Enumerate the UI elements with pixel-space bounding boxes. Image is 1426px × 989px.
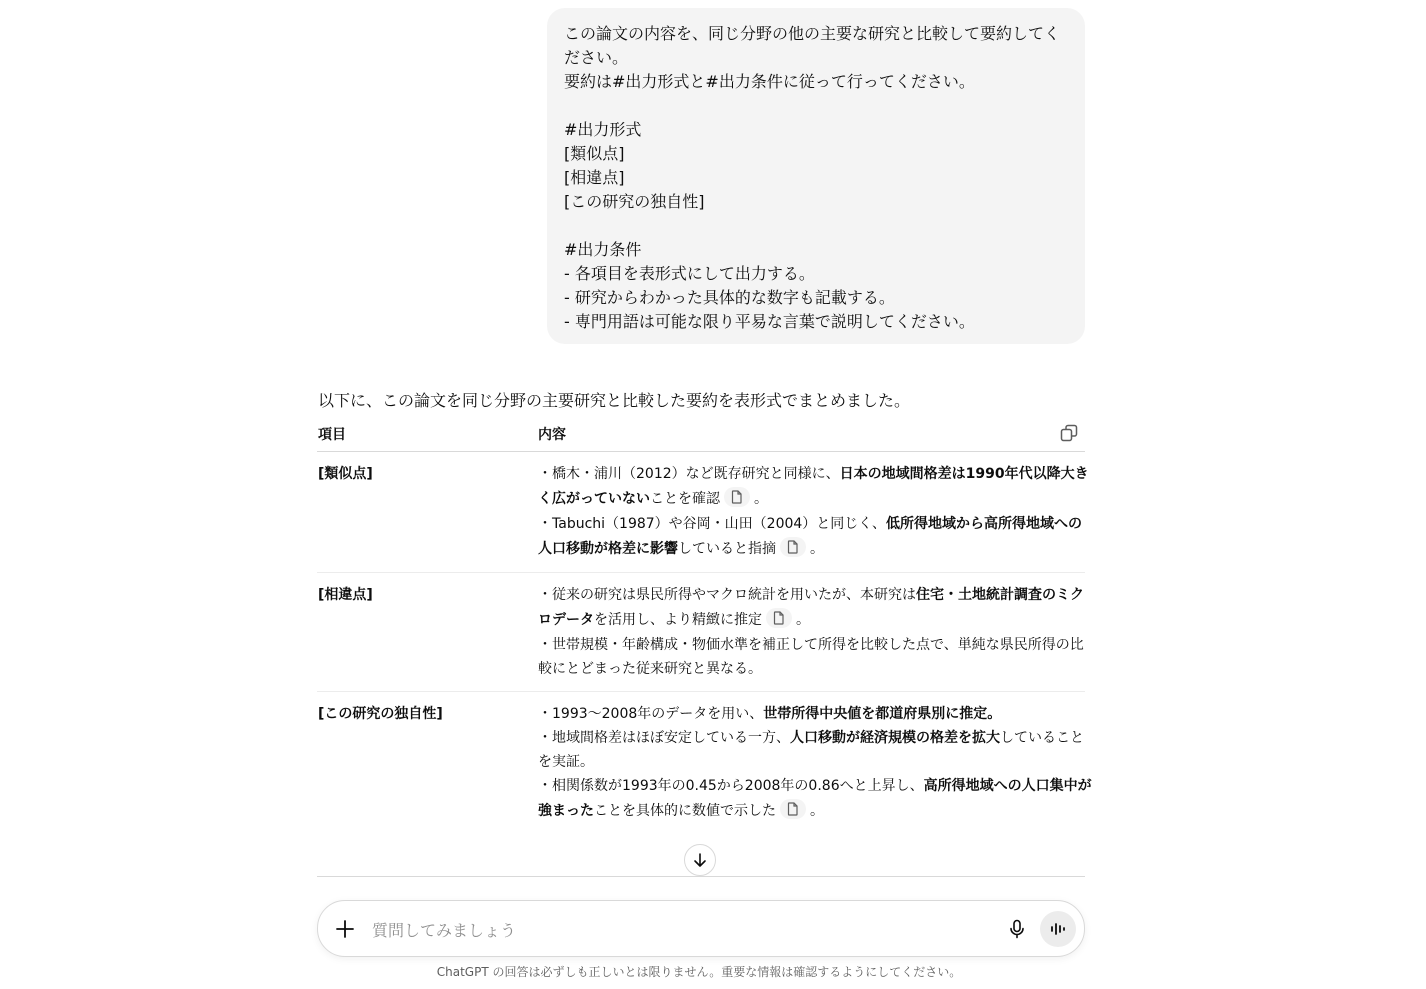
table-header xyxy=(317,423,1085,452)
content-bold: く広がっていない xyxy=(538,491,650,507)
content-text: を実証。 xyxy=(538,754,594,770)
user-message-bubble xyxy=(547,8,1085,344)
row-label: [類似点] xyxy=(318,466,373,482)
content-bold: 低所得地域から高所得地域への xyxy=(886,516,1083,532)
message-composer xyxy=(317,900,1085,957)
arrow-down-icon xyxy=(692,852,708,868)
table-row xyxy=(317,573,1085,692)
row-label: [相違点] xyxy=(318,587,373,603)
content-text: ・Tabuchi（1987）や谷岡・山田（2004）と同じく、 xyxy=(538,516,887,532)
row-content: ・従来の研究は県民所得やマクロ統計を用いたが、本研究は住宅・土地統計調査のミク ロデータを活用し、より精緻に推定 。 ・世帯規模・年齢構成・物価水準を補正して所得を比較した点で、単純な県民所得の比 較にとどまった従来研究と異なる。 xyxy=(538,587,1084,677)
scroll-to-bottom-button[interactable] xyxy=(684,844,716,876)
user-message-line: - 専門用語は可能な限り平易な言葉で説明してください。 xyxy=(564,312,975,331)
disclaimer-text: ChatGPT の回答は必ずしも正しいとは限りません。重要な情報は確認するようにしてください。 xyxy=(436,965,962,979)
table-row xyxy=(317,692,1092,830)
content-bold: 強まった xyxy=(538,803,594,819)
row-label: [この研究の独自性] xyxy=(318,706,443,722)
citation-button[interactable] xyxy=(766,608,792,628)
content-text: ことを具体的に数値で示した xyxy=(594,803,776,819)
attach-button[interactable] xyxy=(334,918,356,940)
column-header-item: 項目 xyxy=(318,427,346,443)
prompt-input[interactable] xyxy=(370,915,934,945)
copy-icon xyxy=(1059,423,1079,443)
user-message-line: #出力条件 xyxy=(564,240,642,259)
content-bold: 人口移動が格差に影響 xyxy=(538,541,678,557)
table-row xyxy=(317,452,1089,573)
citation-button[interactable] xyxy=(724,487,750,507)
content-text: ことを確認 xyxy=(650,491,720,507)
content-bold: 高所得地域への人口集中が xyxy=(923,778,1092,794)
user-message-line: - 各項目を表形式にして出力する。 xyxy=(564,264,815,283)
document-icon xyxy=(731,490,743,504)
microphone-icon xyxy=(1006,918,1028,940)
content-text: ・世帯規模・年齢構成・物価水準を補正して所得を比較した点で、単純な県民所得の比 xyxy=(538,637,1084,653)
content-text: ・地域間格差はほぼ安定している一方、 xyxy=(538,730,790,746)
content-text: ・従来の研究は県民所得やマクロ統計を用いたが、本研究は xyxy=(538,587,916,603)
user-message-line: [この研究の独自性] xyxy=(564,192,705,211)
content-text: ・相関係数が1993年の0.45から2008年の0.86へと上昇し、 xyxy=(538,778,924,794)
content-text: 較にとどまった従来研究と異なる。 xyxy=(538,661,762,677)
voice-mode-button[interactable] xyxy=(1040,911,1076,947)
user-message-line: 要約は#出力形式と#出力条件に従って行ってください。 xyxy=(564,72,975,91)
document-icon xyxy=(787,540,799,554)
row-content: ・橋木・浦川（2012）など既存研究と同様に、日本の地域間格差は1990年代以降大き く広がっていないことを確認 。 ・Tabuchi（1987）や谷岡・山田（2004）と同じく、低所得地域から高所得地域への 人口移動が格差に影響していると指摘 。 xyxy=(538,466,1089,557)
citation-button[interactable] xyxy=(780,799,806,819)
user-message-line: [類似点] xyxy=(564,144,625,163)
content-text: ・1993〜2008年のデータを用い、 xyxy=(538,706,764,722)
row-content: ・1993〜2008年のデータを用い、世帯所得中央値を都道府県別に推定。 ・地域間格差はほぼ安定している一方、人口移動が経済規模の格差を拡大していること を実証。 ・相関係数が1993年の0.45から2008年の0.86へと上昇し、高所得地域への人口集中が 強まったことを具体的に数値で示した 。 xyxy=(538,706,1092,819)
content-text: ・橋木・浦川（2012）など既存研究と同様に、 xyxy=(538,466,840,482)
content-bold: 日本の地域間格差は1990年代以降大き xyxy=(839,466,1089,482)
user-message-line: - 研究からわかった具体的な数字も記載する。 xyxy=(564,288,895,307)
document-icon xyxy=(787,802,799,816)
column-header-content: 内容 xyxy=(538,427,566,443)
composer-divider xyxy=(317,876,1085,877)
user-message-line: この論文の内容を、同じ分野の他の主要な研究と比較して要約してく xyxy=(564,24,1061,43)
copy-table-button[interactable] xyxy=(1059,423,1081,445)
content-bold: ロデータ xyxy=(538,612,594,628)
content-bold: 世帯所得中央値を都道府県別に推定。 xyxy=(763,706,1002,722)
plus-icon xyxy=(334,918,356,940)
content-bold: 住宅・土地統計調査のミク xyxy=(916,587,1084,603)
content-bold: 人口移動が経済規模の格差を拡大 xyxy=(790,730,1000,746)
user-message-line: #出力形式 xyxy=(564,120,642,139)
user-message-line: ださい。 xyxy=(564,48,629,67)
content-text: していると指摘 xyxy=(678,541,776,557)
assistant-intro-text: 以下に、この論文を同じ分野の主要研究と比較した要約を表形式でまとめました。 xyxy=(318,391,911,410)
document-icon xyxy=(773,611,785,625)
dictation-button[interactable] xyxy=(1006,918,1028,940)
voice-mode-icon xyxy=(1049,920,1067,938)
content-text: していること xyxy=(1000,730,1084,746)
citation-button[interactable] xyxy=(780,537,806,557)
content-text: を活用し、より精緻に推定 xyxy=(594,612,762,628)
user-message-line: [相違点] xyxy=(564,168,625,187)
